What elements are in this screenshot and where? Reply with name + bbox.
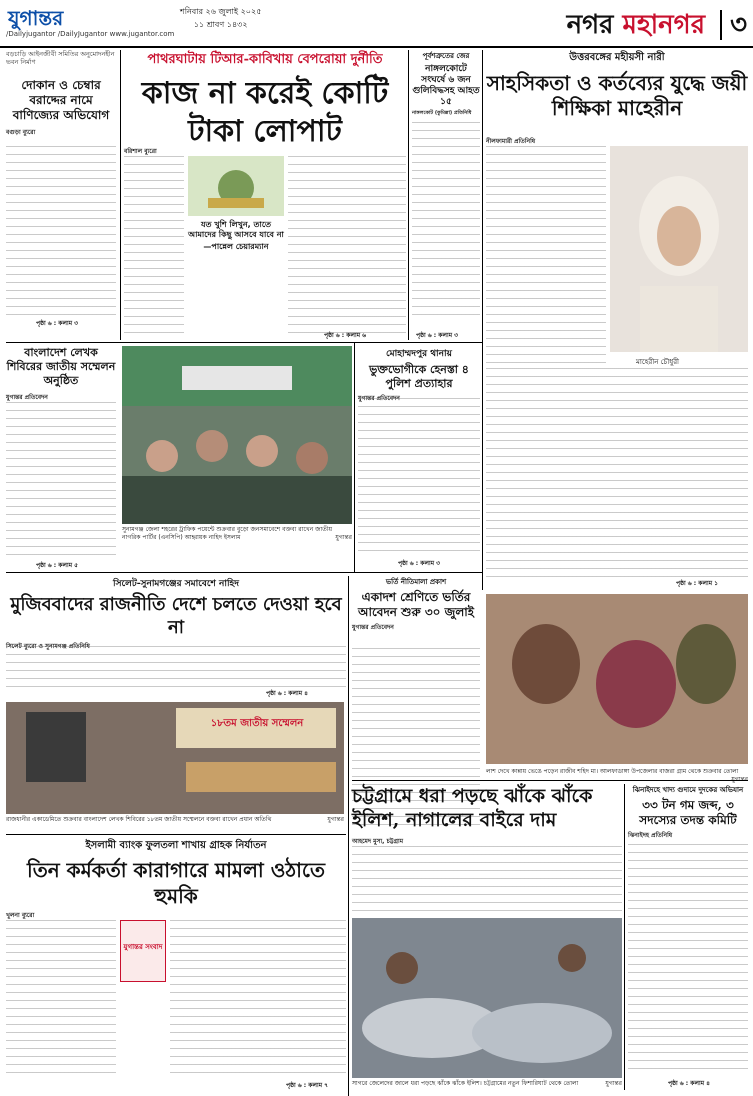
grief-image xyxy=(486,594,748,764)
story-body xyxy=(6,402,116,560)
story-body xyxy=(288,156,406,336)
rally-caption xyxy=(122,526,352,542)
story-body xyxy=(6,920,116,1080)
row-divider xyxy=(6,342,482,343)
story-body xyxy=(352,846,622,914)
continued-label[interactable]: পৃষ্ঠা ৬ : কলাম ৩ xyxy=(416,332,459,339)
story-headline[interactable]: দোকান ও চেম্বার বরাদ্দের নামে বাণিজ্যের অভিযোগ xyxy=(12,78,110,122)
quote-box xyxy=(188,220,284,252)
row-divider xyxy=(352,780,748,781)
story-headline[interactable]: ভুক্তভোগীকে হেনস্তা ৪ পুলিশ প্রত্যাহার xyxy=(369,363,469,390)
story-kicker: ইসলামী ব্যাংক ফুলতলা শাখায় গ্রাহক নির্যাতন xyxy=(85,840,267,851)
story-byline: সিলেট ব্যুরো ও সুনামগঞ্জ প্রতিনিধি xyxy=(6,643,90,650)
section-title xyxy=(567,4,747,48)
story-body xyxy=(486,146,606,366)
story-byline: যুগান্তর প্রতিবেদন xyxy=(358,395,400,402)
story-byline: নাঙ্গলকোট (কুমিল্লা) প্রতিনিধি xyxy=(412,110,472,116)
photo-caption: সাগরে জেলেদের জালে ধরা পড়ছে ঝাঁকে ঝাঁকে ইলিশ। চট্টগ্রামের নতুন ফিশারিঘাট থেকে তোলা xyxy=(352,1080,579,1087)
story-byline: যুগান্তর প্রতিবেদন xyxy=(352,624,394,631)
story-byline: খুলনা ব্যুরো xyxy=(6,912,35,919)
column-divider xyxy=(348,576,349,1096)
page-number: ৩ xyxy=(720,10,747,40)
story-headline[interactable]: তিন কর্মকর্তা কারাগারে মামলা ওঠাতে হুমকি xyxy=(27,858,325,908)
section-title-b: মহানগর xyxy=(622,10,706,40)
story-body xyxy=(6,646,346,688)
story-teacher-feature xyxy=(486,50,748,590)
photo-caption: রাজধানীর একাডেমিতে শুক্রবার বাংলাদেশ লেখক শিবিরের ১৮তম জাতীয় সম্মেলনে বক্তব্য রাখেন প্রধান অতিথি xyxy=(6,816,272,823)
photo-caption: লাশ দেখে কান্নায় ভেঙে পড়েন রাজীব শহিদ মা। আলফাডাঙ্গা উপজেলার বাজরা গ্রাম থেকে শুক্রবার তোলা xyxy=(486,768,739,775)
section-title-a: নগর xyxy=(566,10,623,40)
story-byline: নীলফামারী প্রতিনিধি xyxy=(486,138,536,145)
continued-label[interactable]: পৃষ্ঠা ৬ : কলাম ৭ xyxy=(286,1082,329,1089)
column-divider xyxy=(354,342,355,572)
continued-label[interactable]: পৃষ্ঠা ৬ : কলাম ৩ xyxy=(398,560,441,567)
portrait-image xyxy=(610,146,748,352)
continued-label[interactable]: পৃষ্ঠা ৬ : কলাম ৬ xyxy=(324,332,367,339)
story-body xyxy=(412,122,480,322)
photo-credit: যুগান্তর xyxy=(335,534,352,541)
story-body xyxy=(358,398,480,558)
story-byline: যুগান্তর প্রতিবেদন xyxy=(6,394,48,401)
story-kicker: সিলেট-সুনামগঞ্জের সমাবেশে নাহিদ xyxy=(113,579,239,589)
conference-banner: ১৮তম জাতীয় সম্মেলন xyxy=(210,718,304,729)
masthead xyxy=(0,0,753,48)
conference-photo xyxy=(6,702,344,814)
column-divider xyxy=(482,50,483,590)
story-wheat xyxy=(628,784,748,1090)
continued-label[interactable]: পৃষ্ঠা ৬ : কলাম ৩ xyxy=(36,320,79,327)
fish-image xyxy=(352,918,622,1078)
teacher-portrait xyxy=(610,146,748,352)
photo-caption: মাহেরীন চৌধুরী xyxy=(636,358,680,366)
column-divider xyxy=(408,50,409,340)
story-headline[interactable]: ৩৩ টন গম জব্দ, ৩ সদস্যের তদন্ত কমিটি xyxy=(639,798,737,827)
story-kicker: উত্তরবঙ্গের মহীয়সী নারী xyxy=(569,52,665,63)
conference-caption xyxy=(6,816,344,824)
date-gregorian: শনিবার ২৬ জুলাই ২০২৫ xyxy=(180,7,262,16)
story-headline[interactable]: মুজিববাদের রাজনীতি দেশে চলতে দেওয়া হবে না xyxy=(10,594,342,638)
story-body xyxy=(170,920,346,1080)
fish-market-photo xyxy=(352,918,622,1078)
grief-caption xyxy=(486,768,748,784)
column-divider xyxy=(624,784,625,1090)
photo-credit: যুগান্তর xyxy=(605,1080,622,1087)
continued-label[interactable]: পৃষ্ঠা ৬ : কলাম ৪ xyxy=(668,1080,711,1087)
rally-image xyxy=(122,346,352,524)
story-kicker: বড়চাড়ি আইনজীবী সমিতির অনুমোদনহীন ভবন নির্মাণ xyxy=(6,50,115,66)
photo-caption: সুনামগঞ্জ জেলা শহরের ট্রাফিক পয়েন্টে শুক্রবার বুড়ো জনসমাবেশে বক্তব্য রাখেন জাতীয় নাগরিক পার্টির (এনসিপি) আহ্বায়ক নাহিদ ইসলাম xyxy=(122,526,333,541)
story-body xyxy=(628,844,748,1076)
story-nahid xyxy=(6,576,346,698)
story-lawyers-association xyxy=(6,50,116,330)
story-byline: বগুড়া ব্যুরো xyxy=(6,129,36,136)
money-bag-icon xyxy=(188,156,284,216)
story-headline[interactable]: চট্টগ্রামে ধরা পড়ছে ঝাঁকে ঝাঁকে ইলিশ, নাগালের বাইরে দাম xyxy=(352,785,593,831)
story-kicker: পাথরঘাটায় টিআর-কাবিখায় বেপরোয়া দুর্নীতি xyxy=(147,52,383,67)
continued-label[interactable]: পৃষ্ঠা ৬ : কলাম ১ xyxy=(676,580,719,587)
story-body xyxy=(486,368,748,578)
column-divider xyxy=(120,50,121,340)
story-corruption xyxy=(124,50,406,340)
newspaper-logo[interactable]: যুগান্তর xyxy=(8,6,64,30)
row-divider xyxy=(6,572,482,573)
date-bangla: ১১ শ্রাবণ ১৪৩২ xyxy=(193,20,248,29)
story-bank xyxy=(6,838,346,1090)
hilsa-caption xyxy=(352,1080,622,1088)
story-kicker: মোহাম্মদপুর থানায় xyxy=(386,349,452,359)
issue-date xyxy=(180,6,261,32)
continued-label[interactable]: পৃষ্ঠা ৬ : কলাম ৫ xyxy=(36,562,79,569)
story-headline[interactable]: বাংলাদেশ লেখক শিবিরের জাতীয় সম্মেলন অনুষ্ঠিত xyxy=(6,346,116,387)
advertisement-box[interactable]: যুগান্তর সংবাদ xyxy=(120,920,166,982)
story-writers xyxy=(6,346,116,570)
grief-photo xyxy=(486,594,748,764)
story-kicker: ভর্তি নীতিমালা প্রকাশ xyxy=(385,577,447,586)
story-headline[interactable]: একাদশ শ্রেণিতে ভর্তির আবেদন শুরু ৩০ জুলাই xyxy=(357,590,475,619)
story-body xyxy=(6,146,116,316)
row-divider xyxy=(6,834,346,835)
photo-credit: যুগান্তর xyxy=(327,816,344,823)
story-mohammadpur xyxy=(358,346,480,570)
story-hilsa xyxy=(352,784,622,1094)
quote-text: যত খুশি লিখুন, তাতে আমাদের কিছু আসবে যাবে না xyxy=(188,220,284,239)
quote-attribution: —পান্নেল চেয়ারম্যান xyxy=(203,242,269,251)
story-byline: বরিশাল ব্যুরো xyxy=(124,148,157,155)
rally-photo xyxy=(122,346,352,524)
story-headline[interactable]: সাহসিকতা ও কর্তব্যের যুদ্ধে জয়ী শিক্ষিকা মাহেরীন xyxy=(486,71,748,120)
social-links[interactable]: /Dailyjugantor /DailyJugantor www.jugantor.com xyxy=(6,30,175,38)
story-clash xyxy=(412,50,480,340)
story-body xyxy=(124,156,184,336)
continued-label[interactable]: পৃষ্ঠা ৬ : কলাম ৪ xyxy=(266,690,309,697)
story-kicker: পূর্বশত্রুতের জের xyxy=(422,51,470,60)
story-headline[interactable]: কাজ না করেই কোটি টাকা লোপাট xyxy=(141,76,389,149)
story-byline: ঝিনাইদহ প্রতিনিধি xyxy=(628,832,673,839)
story-kicker: ঝিনাইদহে খাদ্য গুদামে দুদকের অভিযান xyxy=(632,785,744,794)
story-headline[interactable]: নাঙ্গলকোটে সংঘর্ষে ৬ জন গুলিবিদ্ধসহ আহত ১৫ xyxy=(412,64,480,107)
story-byline: আহমেদ মুসা, চট্টগ্রাম xyxy=(352,838,404,845)
money-illustration xyxy=(188,156,284,216)
